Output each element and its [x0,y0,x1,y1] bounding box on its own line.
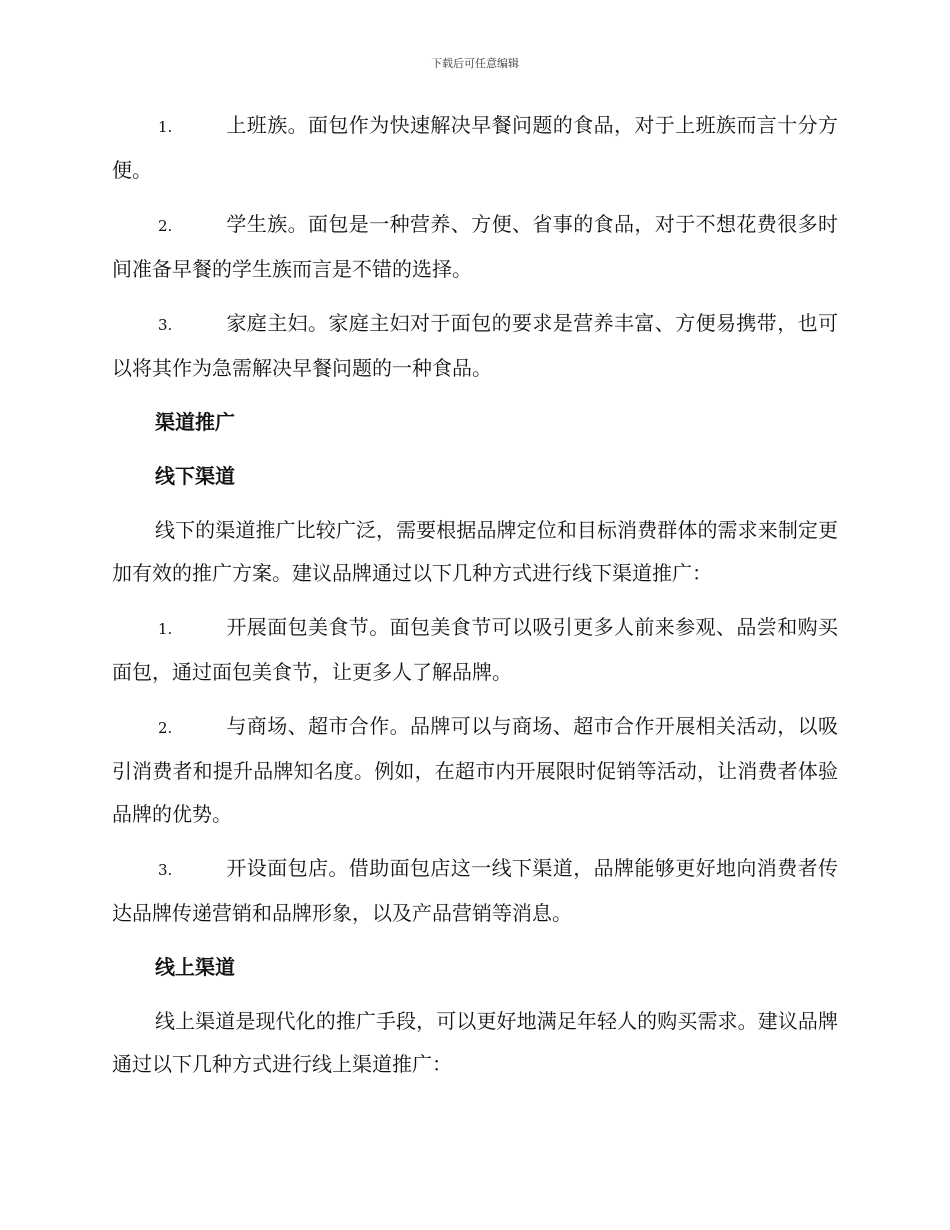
list-number: 1. [158,620,173,638]
list-item [112,302,838,390]
page-header: 下载后可任意编辑 [431,57,519,70]
list-text: 上班族。面包作为快速解决早餐问题的食品，对于上班族而言十分方便。 [112,113,838,182]
list-text: 家庭主妇。家庭主妇对于面包的要求是营养丰富、方便易携带，也可以将其作为急需解决早餐问题的一种食品。 [112,311,838,380]
section-heading: 渠道推广 [155,410,235,434]
paragraph: 线上渠道是现代化的推广手段，可以更好地满足年轻人的购买需求。建议品牌通过以下几种方式进行线上渠道推广： [112,1009,838,1076]
list-item [112,847,838,935]
subsection-heading: 线上渠道 [155,955,235,979]
list-item [112,203,838,291]
list-text: 学生族。面包是一种营养、方便、省事的食品，对于不想花费很多时间准备早餐的学生族而言是不错的选择。 [112,212,838,281]
list-number: 2. [158,719,173,737]
list-item [112,606,838,694]
list-number: 2. [158,217,173,235]
paragraph: 线下的渠道推广比较广泛，需要根据品牌定位和目标消费群体的需求来制定更加有效的推广方案。建议品牌通过以下几种方式进行线下渠道推广： [112,518,838,585]
list-number: 1. [158,118,173,136]
list-text: 与商场、超市合作。品牌可以与商场、超市合作开展相关活动，以吸引消费者和提升品牌知名度。例如，在超市内开展限时促销等活动，让消费者体验品牌的优势。 [112,714,838,826]
list-number: 3. [158,316,173,334]
document-body [112,104,838,1097]
list-item [112,705,838,836]
list-text: 开设面包店。借助面包店这一线下渠道，品牌能够更好地向消费者传达品牌传递营销和品牌形象，以及产品营销等消息。 [112,856,838,925]
subsection-heading: 线下渠道 [155,464,235,488]
list-text: 开展面包美食节。面包美食节可以吸引更多人前来参观、品尝和购买面包，通过面包美食节，让更多人了解品牌。 [112,615,838,684]
list-item [112,104,838,192]
list-number: 3. [158,861,173,879]
